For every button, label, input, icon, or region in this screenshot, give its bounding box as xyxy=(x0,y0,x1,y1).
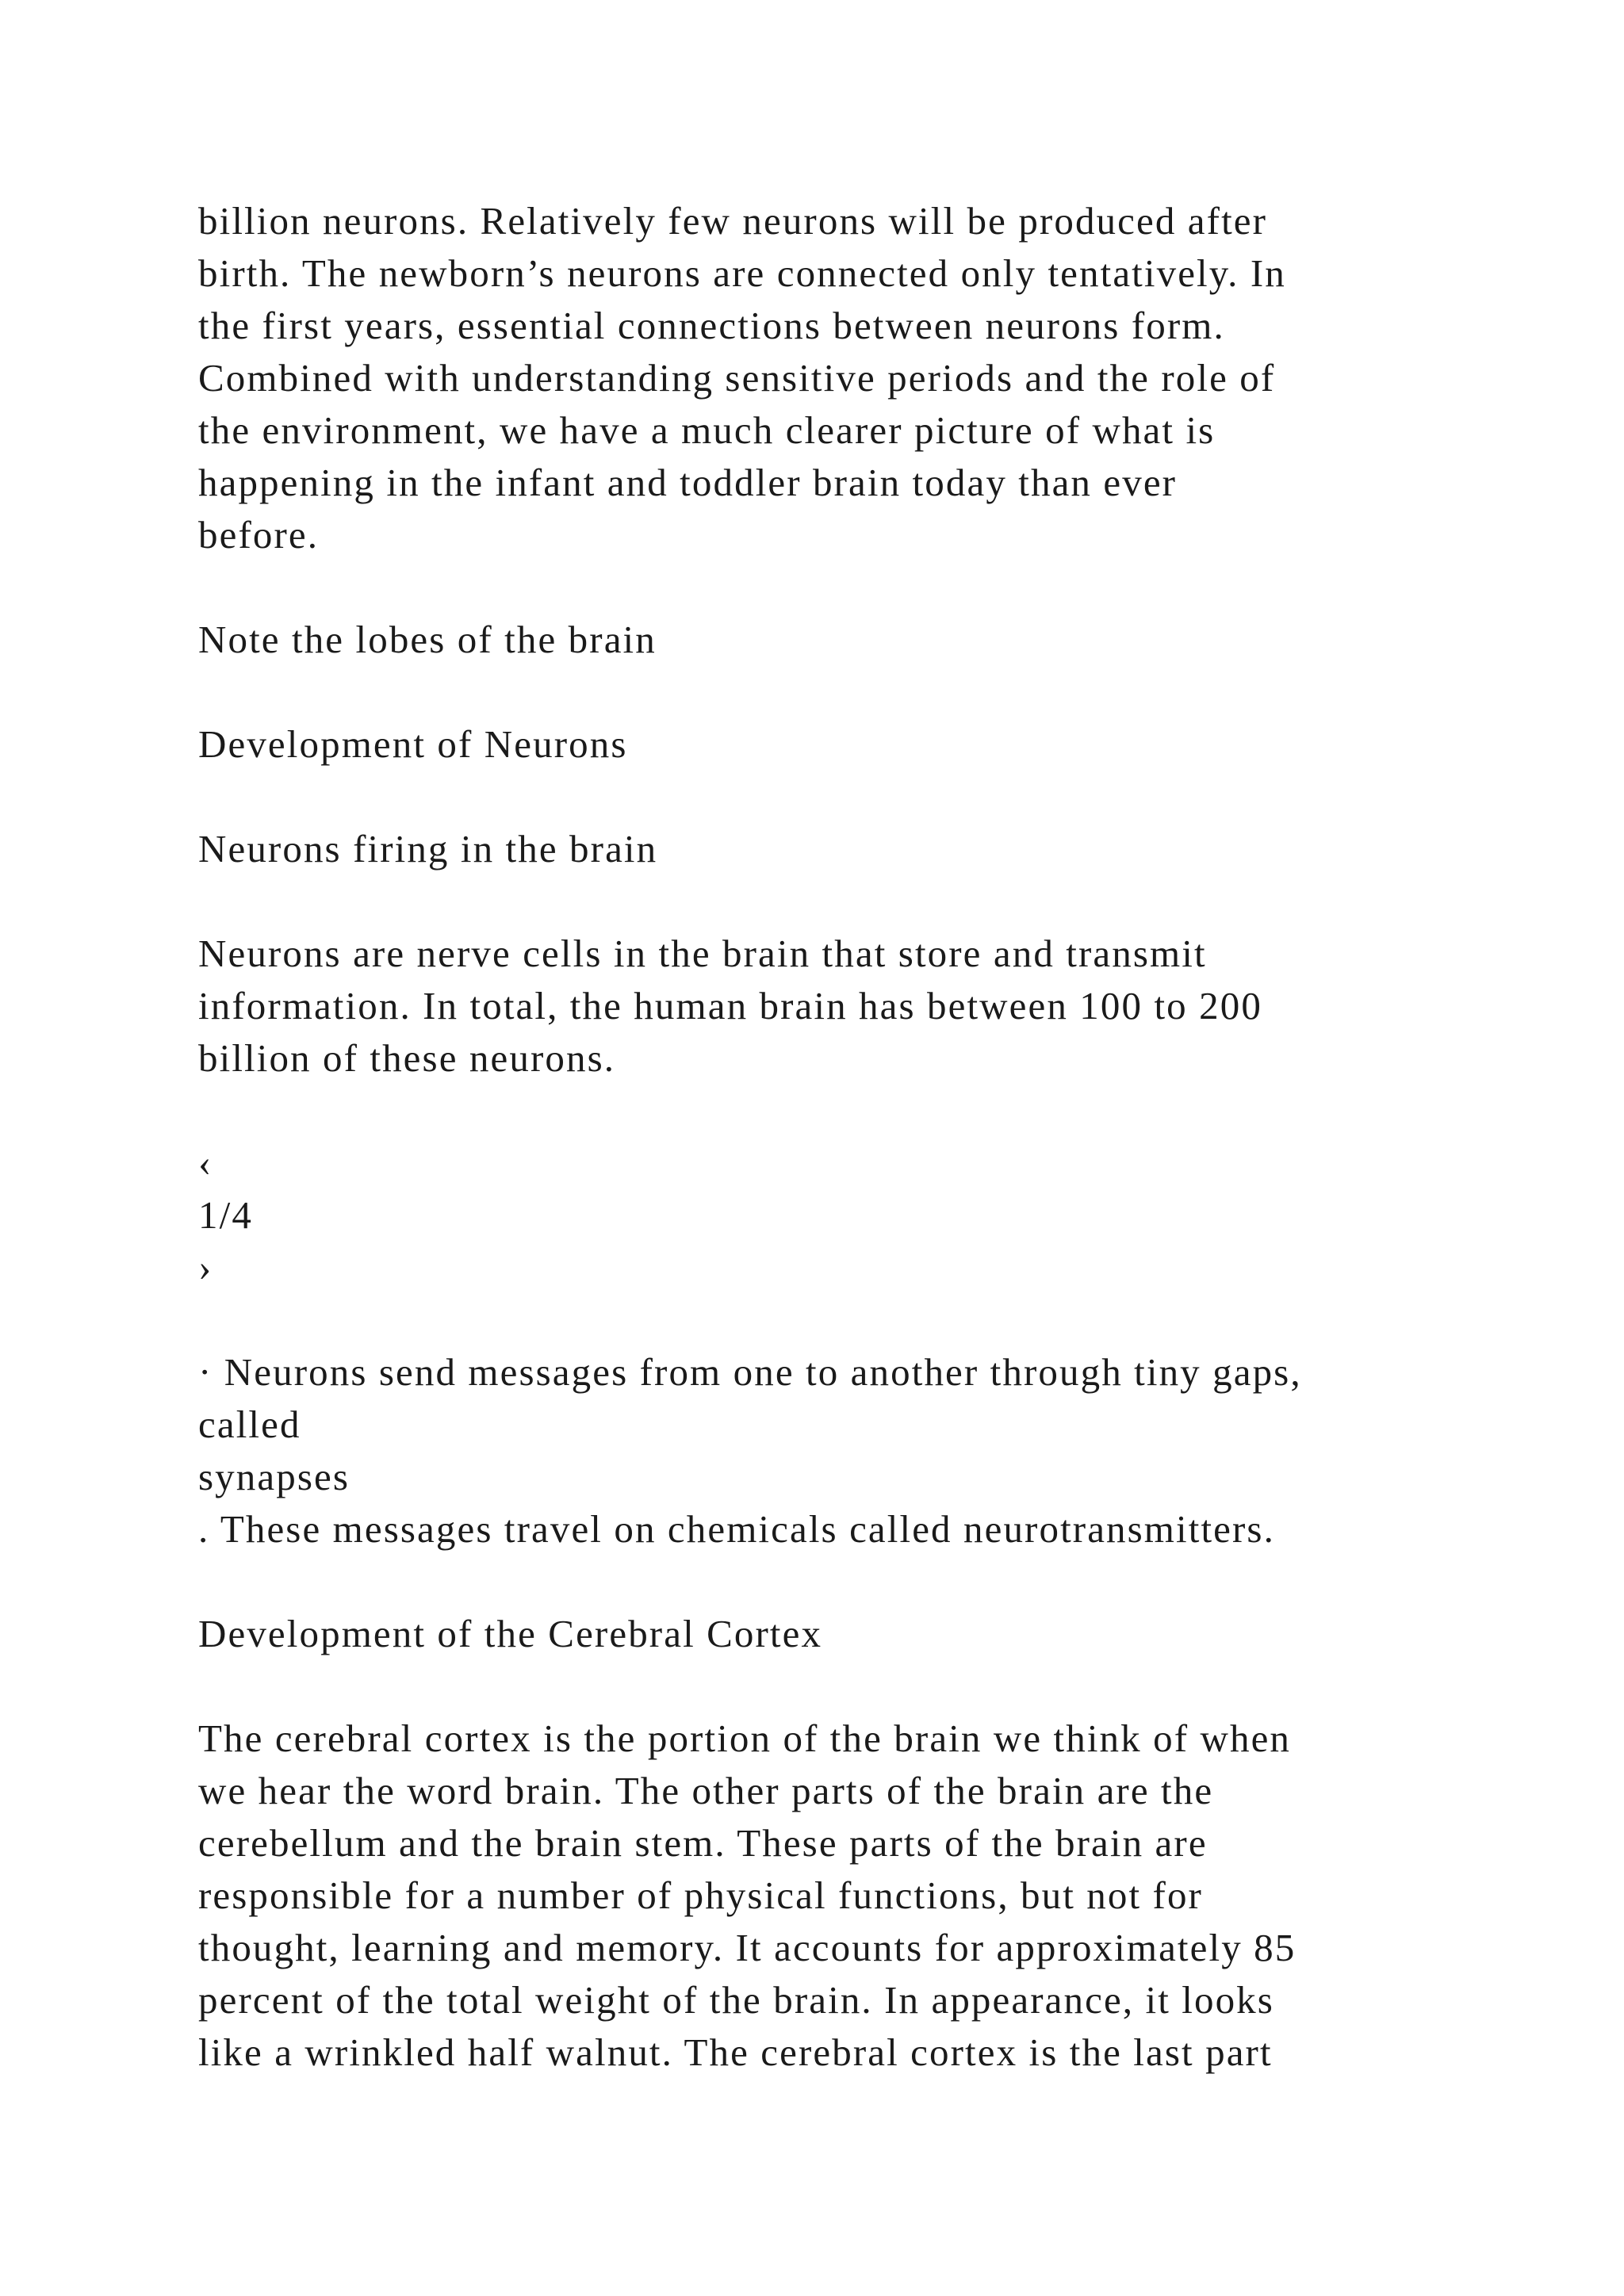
text-line: like a wrinkled half walnut. The cerebral cortex is the last part xyxy=(198,2030,1273,2074)
text-line: billion neurons. Relatively few neurons will be produced after xyxy=(198,199,1268,243)
neurons-firing-caption: Neurons firing in the brain xyxy=(198,827,658,871)
text-line: the environment, we have a much clearer picture of what is xyxy=(198,408,1216,452)
text-line: Combined with understanding sensitive periods and the role of xyxy=(198,356,1276,400)
text-line: The cerebral cortex is the portion of the brain we think of when xyxy=(198,1716,1292,1760)
spacer xyxy=(198,771,1499,823)
slide-prev-row xyxy=(198,1137,1499,1189)
text-line: happening in the infant and toddler brain today than ever xyxy=(198,461,1178,504)
slide-prev-button[interactable]: ‹ xyxy=(198,1141,213,1184)
text-line: the first years, essential connections between neurons form. xyxy=(198,304,1225,347)
synapses-term: synapses xyxy=(198,1455,350,1498)
synapses-bullet xyxy=(198,1346,1499,1556)
text-line: before. xyxy=(198,513,320,557)
slide-next-row xyxy=(198,1242,1499,1294)
text-line: birth. The newborn’s neurons are connected only tentatively. In xyxy=(198,251,1286,295)
text-line: thought, learning and memory. It accounts for approximately 85 xyxy=(198,1926,1297,1969)
text-line: information. In total, the human brain has between 100 to 200 xyxy=(198,984,1262,1027)
text-line: Neurons are nerve cells in the brain that store and transmit xyxy=(198,932,1207,975)
development-of-neurons-heading: Development of Neurons xyxy=(198,722,628,766)
spacer xyxy=(198,875,1499,928)
spacer xyxy=(198,1660,1499,1712)
spacer xyxy=(198,1556,1499,1608)
text-line: cerebellum and the brain stem. These parts of the brain are xyxy=(198,1821,1208,1865)
lobes-caption: Note the lobes of the brain xyxy=(198,618,657,661)
document-page xyxy=(198,195,1499,2079)
text-line: called xyxy=(198,1402,301,1446)
spacer xyxy=(198,1294,1499,1346)
cerebral-cortex-heading: Development of the Cerebral Cortex xyxy=(198,1612,823,1655)
intro-paragraph xyxy=(198,195,1499,561)
spacer xyxy=(198,666,1499,718)
spacer xyxy=(198,1085,1499,1137)
text-line: responsible for a number of physical functions, but not for xyxy=(198,1873,1203,1917)
slide-next-button[interactable]: › xyxy=(198,1246,213,1289)
text-line: . These messages travel on chemicals called neurotransmitters. xyxy=(198,1507,1275,1551)
text-line: we hear the word brain. The other parts of the brain are the xyxy=(198,1769,1214,1812)
text-line: percent of the total weight of the brain. In appearance, it looks xyxy=(198,1978,1274,2022)
cortex-paragraph xyxy=(198,1712,1499,2079)
slide-counter: 1/4 xyxy=(198,1193,253,1237)
text-line: billion of these neurons. xyxy=(198,1036,616,1080)
slideshow-nav xyxy=(198,1137,1499,1294)
spacer xyxy=(198,561,1499,614)
text-line: · Neurons send messages from one to another through tiny gaps, xyxy=(198,1350,1302,1394)
neurons-paragraph xyxy=(198,928,1499,1085)
